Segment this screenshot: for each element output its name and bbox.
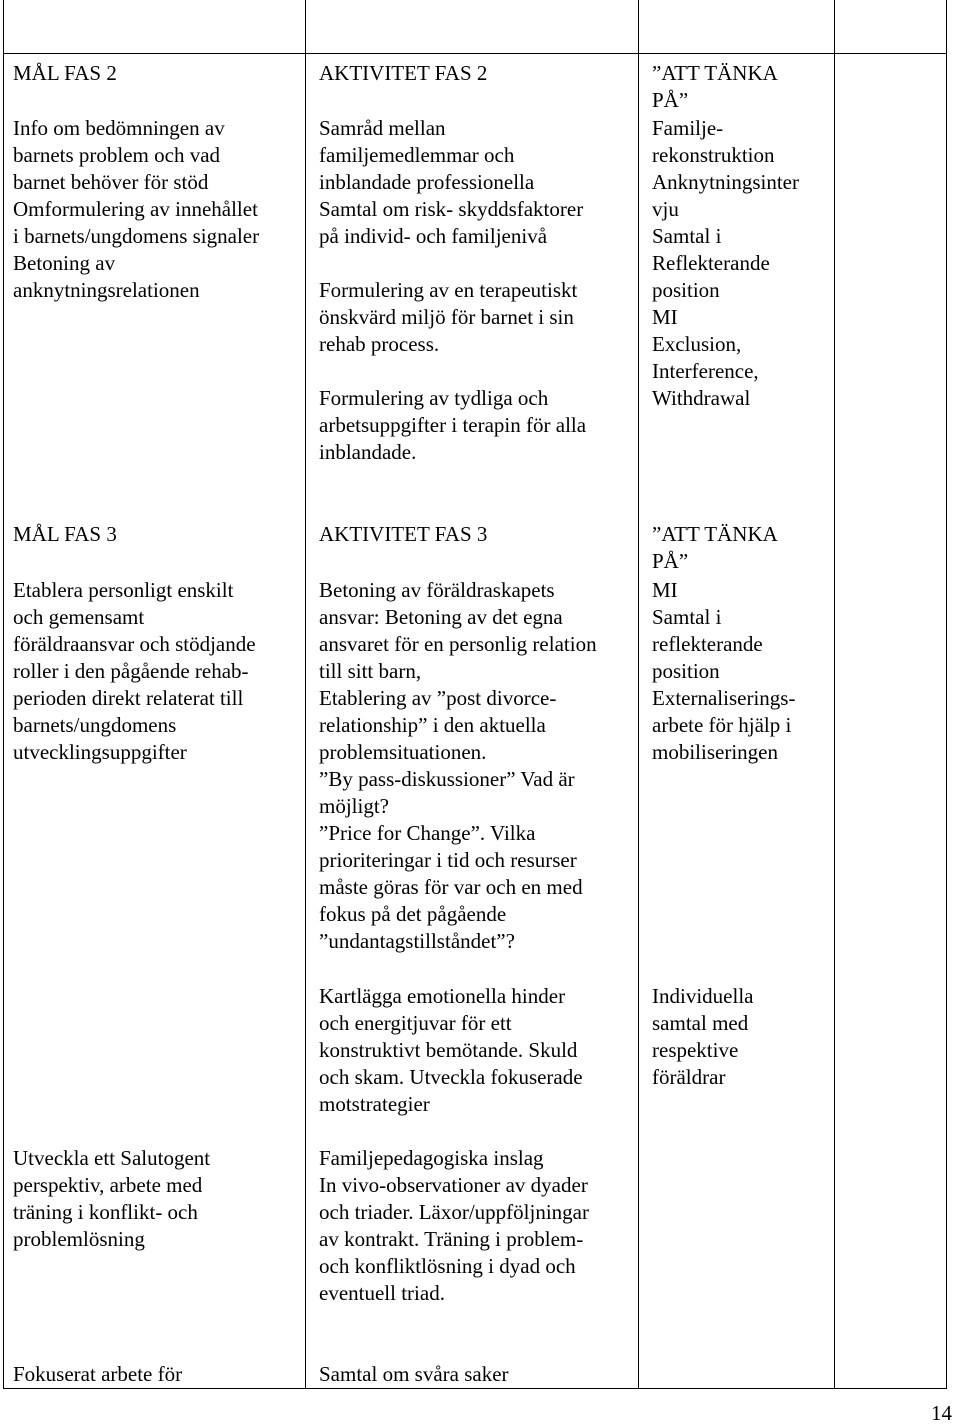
goal-phase2-header: MÅL FAS 2 (13, 61, 117, 85)
goal-phase3-text-1: Etablera personligt enskilt och gemensamt föräldraansvar och stödjande roller i den pågående rehab- perioden direkt relaterat till barnets/ungdomens utvecklingsuppgifter (13, 578, 256, 764)
table-header-rule (3, 53, 947, 54)
activity-phase2-header: AKTIVITET FAS 2 (319, 61, 488, 85)
think-phase3-header: ”ATT TÄNKA PÅ” (652, 522, 778, 573)
think-phase2-header: ”ATT TÄNKA PÅ” (652, 61, 778, 112)
activity-phase2-text: Samråd mellan familjemedlemmar och inblandade professionella Samtal om risk- skyddsfaktorer på individ- och familjenivå Formulering av en terapeutiskt önskvärd miljö för barnet i sin rehab process. Formulering av tydliga och arbetsuppgifter i terapin för alla inblandade. (319, 116, 587, 464)
goal-phase3-text-3: Utveckla ett Salutogent perspektiv, arbete med träning i konflikt- och problemlösning (13, 1146, 211, 1251)
think-phase2-text: Familje- rekonstruktion Anknytningsinter vju Samtal i Reflekterande position MI Exclusion, Interference, Withdrawal (652, 116, 799, 410)
think-phase3-text-2: Individuella samtal med respektive föräldrar (652, 984, 754, 1089)
table-border-right (946, 0, 947, 1388)
activity-phase3-text-2: Kartlägga emotionella hinder och energitjuvar för ett konstruktivt bemötande. Skuld och skam. Utveckla fokuserade motstrategier (319, 984, 583, 1116)
table-divider-1 (305, 0, 306, 1388)
activity-phase3-text-4: Samtal om svåra saker (319, 1362, 509, 1386)
table-divider-2 (638, 0, 639, 1388)
activity-phase3-header: AKTIVITET FAS 3 (319, 522, 488, 546)
table-divider-3 (834, 0, 835, 1388)
table-bottom-rule (3, 1388, 947, 1389)
page-number: 14 (931, 1401, 952, 1425)
activity-phase3-text-3: Familjepedagogiska inslag In vivo-observationer av dyader och triader. Läxor/uppföljningar av kontrakt. Träning i problem- och konfliktlösning i dyad och eventuell triad. (319, 1146, 589, 1305)
goal-phase3-header: MÅL FAS 3 (13, 522, 117, 546)
activity-phase3-text-1: Betoning av föräldraskapets ansvar: Betoning av det egna ansvaret för en personlig relation till sitt barn, Etablering av ”post divorce- relationship” i den aktuella problemsituationen. ”By pass-diskussioner” Vad är möjligt? ”Price for Change”. Vilka prioriteringar i tid och resurser måste göras för var och en med fokus på det pågående ”undantagstillståndet”? (319, 578, 597, 953)
goal-phase3-text-4: Fokuserat arbete för (13, 1362, 183, 1386)
goal-phase2-text: Info om bedömningen av barnets problem och vad barnet behöver för stöd Omformulering av innehållet i barnets/ungdomens signaler Betoning av anknytningsrelationen (13, 116, 260, 302)
table-border-left (3, 0, 4, 1388)
think-phase3-text-1: MI Samtal i reflekterande position Externaliserings- arbete för hjälp i mobiliseringen (652, 578, 796, 764)
